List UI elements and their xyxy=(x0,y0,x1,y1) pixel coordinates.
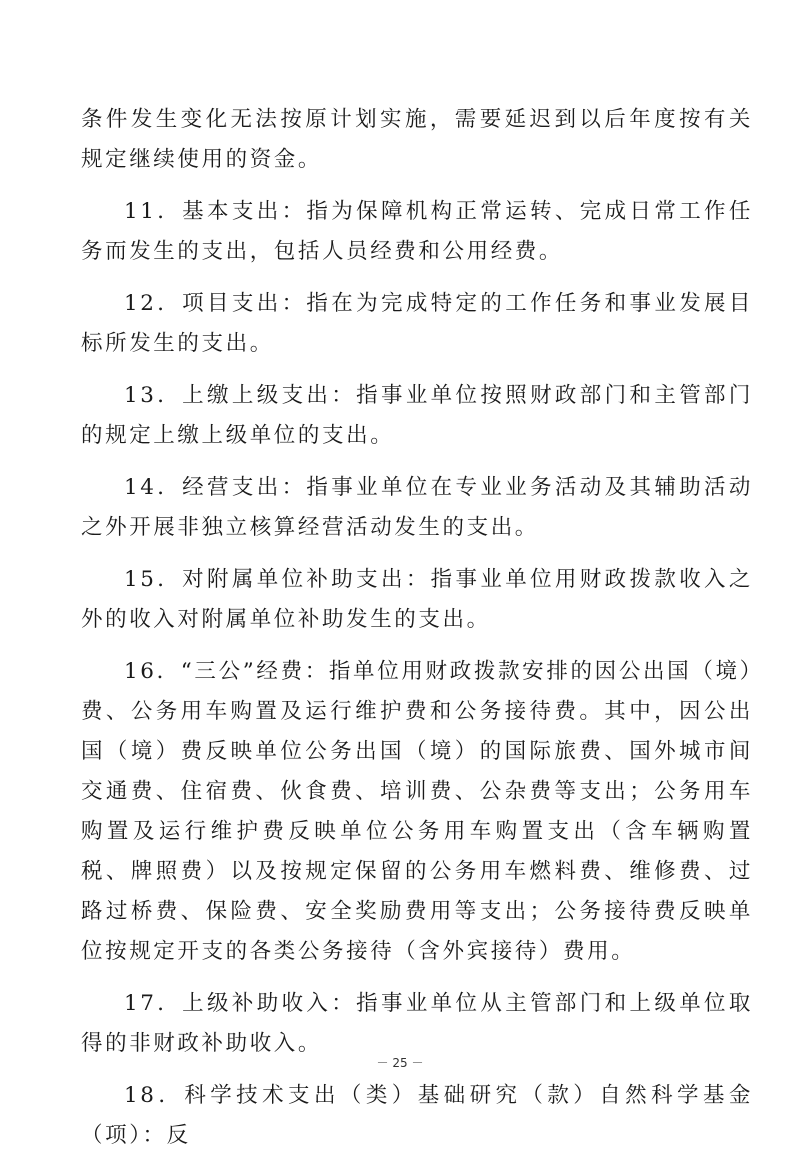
paragraph-item-14: 14．经营支出：指事业单位在专业业务活动及其辅助活动之外开展非独立核算经营活动发生的支出。 xyxy=(81,475,753,540)
paragraph-item-11: 11．基本支出：指为保障机构正常运转、完成日常工作任务而发生的支出，包括人员经费和公用经费。 xyxy=(81,199,753,264)
paragraph-item-17: 17．上级补助收入：指事业单位从主管部门和上级单位取得的非财政补助收入。 xyxy=(81,991,753,1056)
paragraph-continuation: 条件发生变化无法按原计划实施，需要延迟到以后年度按有关规定继续使用的资金。 xyxy=(81,107,753,172)
paragraph-item-16: 16．“三公”经费：指单位用财政拨款安排的因公出国（境）费、公务用车购置及运行维护费和公务接待费。其中，因公出国（境）费反映单位公务出国（境）的国际旅费、国外城市间交通费、住宿费、伙食费、培训费、公杂费等支出；公务用车购置及运行维护费反映单位公务用车购置支出（含车辆购置税、牌照费）以及按规定保留的公务用车燃料费、维修费、过路过桥费、保险费、安全奖励费用等支出；公务接待费反映单位按规定开支的各类公务接待（含外宾接待）费用。 xyxy=(81,659,753,964)
paragraph-item-13: 13．上缴上级支出：指事业单位按照财政部门和主管部门的规定上缴上级单位的支出。 xyxy=(81,383,753,448)
document-body xyxy=(81,100,753,1168)
paragraph-item-18: 18．科学技术支出（类）基础研究（款）自然科学基金（项）：反 xyxy=(81,1083,753,1148)
paragraph-item-15: 15．对附属单位补助支出：指事业单位用财政拨款收入之外的收入对附属单位补助发生的支出。 xyxy=(81,567,753,632)
page-number: － 25 － xyxy=(376,1056,424,1070)
paragraph-item-12: 12．项目支出：指在为完成特定的工作任务和事业发展目标所发生的支出。 xyxy=(81,291,753,356)
